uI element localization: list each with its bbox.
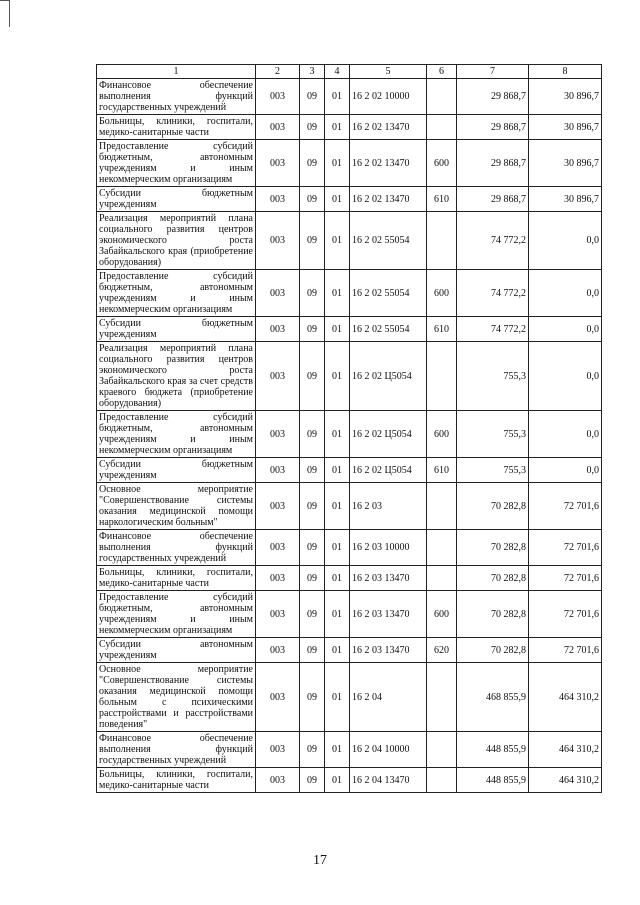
target-article-cell: 16 2 03 13470 <box>350 591 427 638</box>
table-row <box>97 591 602 638</box>
expense-type-cell <box>427 212 457 270</box>
section-cell: 09 <box>300 768 325 793</box>
row-name-cell: Субсидии автономным учреждениям <box>97 638 256 663</box>
amount-year2-cell: 72 701,6 <box>529 591 602 638</box>
table-row <box>97 140 602 187</box>
target-article-cell: 16 2 02 13470 <box>350 140 427 187</box>
subsection-cell: 01 <box>325 566 350 591</box>
header-row <box>97 65 602 79</box>
table-row <box>97 458 602 483</box>
amount-year2-cell: 30 896,7 <box>529 115 602 140</box>
column-header: 1 <box>97 65 256 79</box>
target-article-cell: 16 2 02 55054 <box>350 270 427 317</box>
admin-code-cell: 003 <box>256 663 300 732</box>
admin-code-cell: 003 <box>256 638 300 663</box>
subsection-cell: 01 <box>325 79 350 115</box>
amount-year1-cell: 74 772,2 <box>457 317 529 342</box>
admin-code-cell: 003 <box>256 411 300 458</box>
target-article-cell: 16 2 02 55054 <box>350 317 427 342</box>
section-cell: 09 <box>300 638 325 663</box>
admin-code-cell: 003 <box>256 115 300 140</box>
section-cell: 09 <box>300 663 325 732</box>
amount-year2-cell: 0,0 <box>529 458 602 483</box>
admin-code-cell: 003 <box>256 530 300 566</box>
expense-type-cell: 620 <box>427 638 457 663</box>
amount-year2-cell: 0,0 <box>529 342 602 411</box>
section-cell: 09 <box>300 566 325 591</box>
row-name-cell: Финансовое обеспечение выполнения функций государственных учреждений <box>97 79 256 115</box>
target-article-cell: 16 2 02 Ц5054 <box>350 342 427 411</box>
column-header: 3 <box>300 65 325 79</box>
expense-type-cell: 600 <box>427 411 457 458</box>
amount-year1-cell: 70 282,8 <box>457 530 529 566</box>
subsection-cell: 01 <box>325 187 350 212</box>
section-cell: 09 <box>300 342 325 411</box>
column-header: 8 <box>529 65 602 79</box>
expense-type-cell <box>427 732 457 768</box>
admin-code-cell: 003 <box>256 458 300 483</box>
expense-type-cell: 610 <box>427 458 457 483</box>
amount-year1-cell: 468 855,9 <box>457 663 529 732</box>
amount-year2-cell: 30 896,7 <box>529 187 602 212</box>
subsection-cell: 01 <box>325 212 350 270</box>
amount-year2-cell: 464 310,2 <box>529 732 602 768</box>
column-header: 7 <box>457 65 529 79</box>
row-name-cell: Реализация мероприятий плана социального развития центров экономического роста Забайкальского края за счет средств краевого бюджета (приобретение оборудования) <box>97 342 256 411</box>
section-cell: 09 <box>300 140 325 187</box>
subsection-cell: 01 <box>325 530 350 566</box>
table-row <box>97 566 602 591</box>
amount-year2-cell: 0,0 <box>529 411 602 458</box>
subsection-cell: 01 <box>325 458 350 483</box>
target-article-cell: 16 2 04 13470 <box>350 768 427 793</box>
admin-code-cell: 003 <box>256 591 300 638</box>
amount-year1-cell: 70 282,8 <box>457 566 529 591</box>
amount-year1-cell: 29 868,7 <box>457 79 529 115</box>
row-name-cell: Реализация мероприятий плана социального развития центров экономического роста Забайкальского края (приобретение оборудования) <box>97 212 256 270</box>
amount-year2-cell: 464 310,2 <box>529 768 602 793</box>
amount-year2-cell: 72 701,6 <box>529 638 602 663</box>
column-header: 2 <box>256 65 300 79</box>
admin-code-cell: 003 <box>256 79 300 115</box>
expense-type-cell: 600 <box>427 591 457 638</box>
table-row <box>97 270 602 317</box>
section-cell: 09 <box>300 732 325 768</box>
row-name-cell: Больницы, клиники, госпитали, медико-санитарные части <box>97 115 256 140</box>
section-cell: 09 <box>300 530 325 566</box>
table-row <box>97 411 602 458</box>
row-name-cell: Больницы, клиники, госпитали, медико-санитарные части <box>97 566 256 591</box>
target-article-cell: 16 2 02 Ц5054 <box>350 411 427 458</box>
expense-type-cell: 610 <box>427 317 457 342</box>
amount-year2-cell: 0,0 <box>529 317 602 342</box>
target-article-cell: 16 2 02 13470 <box>350 187 427 212</box>
row-name-cell: Предоставление субсидий бюджетным, автономным учреждениям и иным некоммерческим организациям <box>97 270 256 317</box>
expense-type-cell <box>427 483 457 530</box>
amount-year1-cell: 74 772,2 <box>457 212 529 270</box>
target-article-cell: 16 2 04 <box>350 663 427 732</box>
expense-type-cell: 600 <box>427 270 457 317</box>
expense-type-cell <box>427 79 457 115</box>
subsection-cell: 01 <box>325 411 350 458</box>
expense-type-cell <box>427 566 457 591</box>
table-row <box>97 187 602 212</box>
section-cell: 09 <box>300 115 325 140</box>
amount-year1-cell: 70 282,8 <box>457 638 529 663</box>
target-article-cell: 16 2 03 <box>350 483 427 530</box>
admin-code-cell: 003 <box>256 342 300 411</box>
admin-code-cell: 003 <box>256 566 300 591</box>
admin-code-cell: 003 <box>256 483 300 530</box>
table-row <box>97 768 602 793</box>
section-cell: 09 <box>300 411 325 458</box>
row-name-cell: Предоставление субсидий бюджетным, автономным учреждениям и иным некоммерческим организациям <box>97 591 256 638</box>
target-article-cell: 16 2 03 13470 <box>350 638 427 663</box>
amount-year1-cell: 70 282,8 <box>457 483 529 530</box>
table-row <box>97 530 602 566</box>
subsection-cell: 01 <box>325 317 350 342</box>
column-header: 5 <box>350 65 427 79</box>
amount-year2-cell: 72 701,6 <box>529 566 602 591</box>
amount-year1-cell: 29 868,7 <box>457 187 529 212</box>
expense-type-cell <box>427 342 457 411</box>
admin-code-cell: 003 <box>256 768 300 793</box>
section-cell: 09 <box>300 212 325 270</box>
table-row <box>97 483 602 530</box>
target-article-cell: 16 2 02 55054 <box>350 212 427 270</box>
row-name-cell: Предоставление субсидий бюджетным, автономным учреждениям и иным некоммерческим организациям <box>97 411 256 458</box>
amount-year1-cell: 74 772,2 <box>457 270 529 317</box>
amount-year1-cell: 29 868,7 <box>457 140 529 187</box>
subsection-cell: 01 <box>325 270 350 317</box>
section-cell: 09 <box>300 317 325 342</box>
subsection-cell: 01 <box>325 638 350 663</box>
amount-year2-cell: 72 701,6 <box>529 483 602 530</box>
table-row <box>97 638 602 663</box>
section-cell: 09 <box>300 483 325 530</box>
row-name-cell: Субсидии бюджетным учреждениям <box>97 458 256 483</box>
admin-code-cell: 003 <box>256 140 300 187</box>
row-name-cell: Субсидии бюджетным учреждениям <box>97 317 256 342</box>
expense-type-cell <box>427 530 457 566</box>
subsection-cell: 01 <box>325 483 350 530</box>
section-cell: 09 <box>300 79 325 115</box>
target-article-cell: 16 2 03 10000 <box>350 530 427 566</box>
table-row <box>97 79 602 115</box>
table-body <box>97 79 602 793</box>
expense-type-cell: 610 <box>427 187 457 212</box>
subsection-cell: 01 <box>325 591 350 638</box>
admin-code-cell: 003 <box>256 732 300 768</box>
amount-year2-cell: 0,0 <box>529 212 602 270</box>
amount-year2-cell: 30 896,7 <box>529 79 602 115</box>
expense-type-cell <box>427 115 457 140</box>
admin-code-cell: 003 <box>256 270 300 317</box>
table-row <box>97 317 602 342</box>
target-article-cell: 16 2 02 10000 <box>350 79 427 115</box>
amount-year2-cell: 30 896,7 <box>529 140 602 187</box>
row-name-cell: Больницы, клиники, госпитали, медико-санитарные части <box>97 768 256 793</box>
table-row <box>97 212 602 270</box>
amount-year2-cell: 464 310,2 <box>529 663 602 732</box>
amount-year1-cell: 29 868,7 <box>457 115 529 140</box>
amount-year1-cell: 70 282,8 <box>457 591 529 638</box>
admin-code-cell: 003 <box>256 212 300 270</box>
amount-year1-cell: 755,3 <box>457 458 529 483</box>
amount-year2-cell: 0,0 <box>529 270 602 317</box>
expense-type-cell: 600 <box>427 140 457 187</box>
subsection-cell: 01 <box>325 663 350 732</box>
target-article-cell: 16 2 04 10000 <box>350 732 427 768</box>
row-name-cell: Субсидии бюджетным учреждениям <box>97 187 256 212</box>
subsection-cell: 01 <box>325 342 350 411</box>
amount-year2-cell: 72 701,6 <box>529 530 602 566</box>
amount-year1-cell: 448 855,9 <box>457 768 529 793</box>
section-cell: 09 <box>300 458 325 483</box>
expense-type-cell <box>427 768 457 793</box>
column-header: 6 <box>427 65 457 79</box>
amount-year1-cell: 448 855,9 <box>457 732 529 768</box>
column-header: 4 <box>325 65 350 79</box>
expense-type-cell <box>427 663 457 732</box>
admin-code-cell: 003 <box>256 317 300 342</box>
corner-mark <box>0 0 10 27</box>
amount-year1-cell: 755,3 <box>457 411 529 458</box>
target-article-cell: 16 2 02 Ц5054 <box>350 458 427 483</box>
row-name-cell: Предоставление субсидий бюджетным, автономным учреждениям и иным некоммерческим организациям <box>97 140 256 187</box>
subsection-cell: 01 <box>325 140 350 187</box>
target-article-cell: 16 2 02 13470 <box>350 115 427 140</box>
section-cell: 09 <box>300 270 325 317</box>
admin-code-cell: 003 <box>256 187 300 212</box>
subsection-cell: 01 <box>325 768 350 793</box>
row-name-cell: Финансовое обеспечение выполнения функций государственных учреждений <box>97 732 256 768</box>
table-row <box>97 115 602 140</box>
subsection-cell: 01 <box>325 732 350 768</box>
table-row <box>97 732 602 768</box>
page-number: 17 <box>313 853 327 868</box>
amount-year1-cell: 755,3 <box>457 342 529 411</box>
subsection-cell: 01 <box>325 115 350 140</box>
row-name-cell: Основное мероприятие "Совершенствование системы оказания медицинской помощи больным с психическими расстройствами и расстройствами поведения" <box>97 663 256 732</box>
section-cell: 09 <box>300 187 325 212</box>
row-name-cell: Основное мероприятие "Совершенствование системы оказания медицинской помощи наркологическим больным" <box>97 483 256 530</box>
table-row <box>97 342 602 411</box>
section-cell: 09 <box>300 591 325 638</box>
budget-table <box>96 64 602 793</box>
table-row <box>97 663 602 732</box>
row-name-cell: Финансовое обеспечение выполнения функций государственных учреждений <box>97 530 256 566</box>
target-article-cell: 16 2 03 13470 <box>350 566 427 591</box>
